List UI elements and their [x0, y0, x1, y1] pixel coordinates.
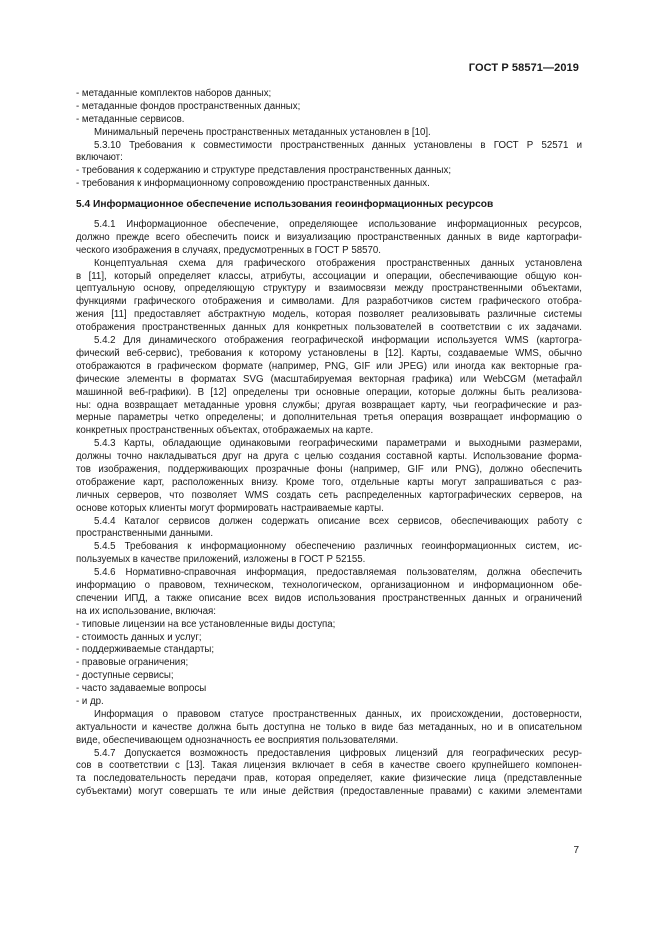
text-line: должны точно накладываться друг на друга с целью создания составной карты. Использование форма-: [76, 451, 582, 463]
text-line: основе которых клиенты могут формировать настраиваемые карты.: [76, 502, 384, 514]
text-line: личных серверов, что позволяет WMS создать сеть распределенных картографических серверов, на: [76, 489, 582, 501]
text-line: - типовые лицензии на все установленные виды доступа;: [76, 618, 336, 630]
section-heading: 5.4 Информационное обеспечение использования геоинформационных ресурсов: [76, 199, 494, 211]
text-line: отображение карт, расположенных внизу. Кроме того, отдельные карты могут запрашиваться с раз-: [76, 476, 582, 488]
text-line: - доступные сервисы;: [76, 670, 174, 682]
text-line: отображения пространственных данных для конкретных пользователей в соответствии с их задачами.: [76, 322, 582, 334]
text-line: - требования к информационному сопровождению пространственных данных.: [76, 178, 430, 190]
text-line: жения [11] предоставляет абстрактную модель, которая позволяет реализовывать различные системы: [76, 309, 582, 321]
text-line: Минимальный перечень пространственных метаданных установлен в [10].: [94, 126, 431, 138]
text-line: - стоимость данных и услуг;: [76, 631, 202, 643]
text-line: отображаются в графическом формате (например, PNG, GIF или JPEG) или иногда как векторные гра-: [76, 360, 582, 372]
text-line: конкретных пространственных объектах, отображаемых на карте.: [76, 425, 374, 437]
text-line: Информация о правовом статусе пространственных данных, их происхождении, достоверности,: [94, 708, 582, 720]
text-line: пространственными данными.: [76, 528, 214, 540]
text-line: актуальности и качестве должна быть доступна не только в виде баз метаданных, но и в описательном: [76, 721, 582, 733]
text-line: - метаданные фондов пространственных данных;: [76, 100, 301, 112]
text-line: 5.4.1 Информационное обеспечение, определяющее использование информационных ресурсов,: [94, 219, 582, 231]
text-line: - часто задаваемые вопросы: [76, 683, 207, 695]
document-header: ГОСТ Р 58571—2019: [468, 62, 579, 74]
text-line: 5.4.4 Каталог сервисов должен содержать описание всех сервисов, обеспечивающих работу с: [94, 515, 582, 527]
text-line: - метаданные сервисов.: [76, 113, 185, 125]
text-line: тов изображения, поддерживающих прозрачные фоны (например, GIF или PNG), должно обеспечить: [76, 463, 582, 475]
text-line: функциями графического отображения и символами. Для разработчиков систем графического отобра-: [76, 296, 582, 308]
text-line: 5.4.6 Нормативно-справочная информация, предоставляемая пользователям, должна обеспечить: [94, 567, 582, 579]
text-line: сов в соответствии с [13]. Такая лицензия включает в себя в качестве своего крупнейшего компонен-: [76, 760, 582, 772]
text-line: 5.4.2 Для динамического отображения географической информации используется WMS (картогра-: [94, 335, 582, 347]
text-line: 5.4.5 Требования к информационному обеспечению различных геоинформационных систем, ис-: [94, 541, 582, 553]
text-line: Концептуальная схема для графического отображения пространственных данных установлена: [94, 257, 582, 269]
text-line: на их использование, включая:: [76, 605, 216, 617]
text-line: пользуемых в качестве приложений, изложены в ГОСТ Р 52155.: [76, 554, 366, 566]
text-line: виде, обеспечивающем однозначность ее восприятия пользователями.: [76, 734, 399, 746]
text-line: цептуальную основу, определяющую структуру и взаимосвязи между пространственными объектами,: [76, 283, 582, 295]
text-line: информацию о правовом, техническом, технологическом, организационном и информационном обе-: [76, 579, 582, 591]
text-line: - метаданные комплектов наборов данных;: [76, 88, 272, 99]
text-line: 5.4.7 Допускается возможность предоставления цифровых лицензий для географических ресур-: [94, 747, 582, 759]
text-line: - поддерживаемые стандарты;: [76, 644, 215, 656]
text-line: фический веб-сервис), требования к которому установлены в [12]. Карты, создаваемые WMS, обычно: [76, 347, 582, 359]
text-line: - и др.: [76, 695, 104, 707]
text-line: 5.3.10 Требования к совместимости пространственных данных установлены в ГОСТ Р 52571 и: [94, 139, 582, 151]
text-line: - правовые ограничения;: [76, 657, 189, 669]
document-body: [76, 88, 582, 799]
text-line: фические элементы в форматах SVG (масштабируемая векторная графика) или WebCGM (метафайл: [76, 373, 582, 385]
text-line: в [11], который определяет классы, атрибуты, ассоциации и операции, обеспечивающие общую кон-: [76, 270, 582, 282]
text-line: та последовательность передачи прав, которая определяет, какие физические лица (представленные: [76, 773, 582, 785]
text-line: ческого изображения в случаях, предусмотренных в ГОСТ Р 58570.: [76, 244, 381, 256]
text-line: субъектами) могут совершать те или иные действия (предоставленные правами) с какими элементами: [76, 786, 582, 798]
text-line: 5.4.3 Карты, обладающие одинаковыми географическими параметрами и выходными размерами,: [94, 438, 582, 450]
text-line: машинной веб-графики). В [12] определены три основные операции, которые должны быть реализова-: [76, 386, 582, 398]
text-line: - требования к содержанию и структуре представления пространственных данных;: [76, 165, 452, 177]
text-line: включают:: [76, 152, 123, 164]
text-line: ны: одна возвращает метаданные уровня службы; другая возвращает карту, чьи географические и раз-: [76, 399, 582, 411]
text-line: мерные параметры четко определены; и дополнительная третья операция возвращает информацию о: [76, 412, 582, 424]
text-line: должно прежде всего обеспечить поиск и визуализацию пространственных данных в виде картографи-: [76, 231, 582, 243]
text-line: спечении ИПД, а также описание всех видов использования пространственных данных и ограничений: [76, 592, 582, 604]
page-number: 7: [573, 845, 579, 856]
